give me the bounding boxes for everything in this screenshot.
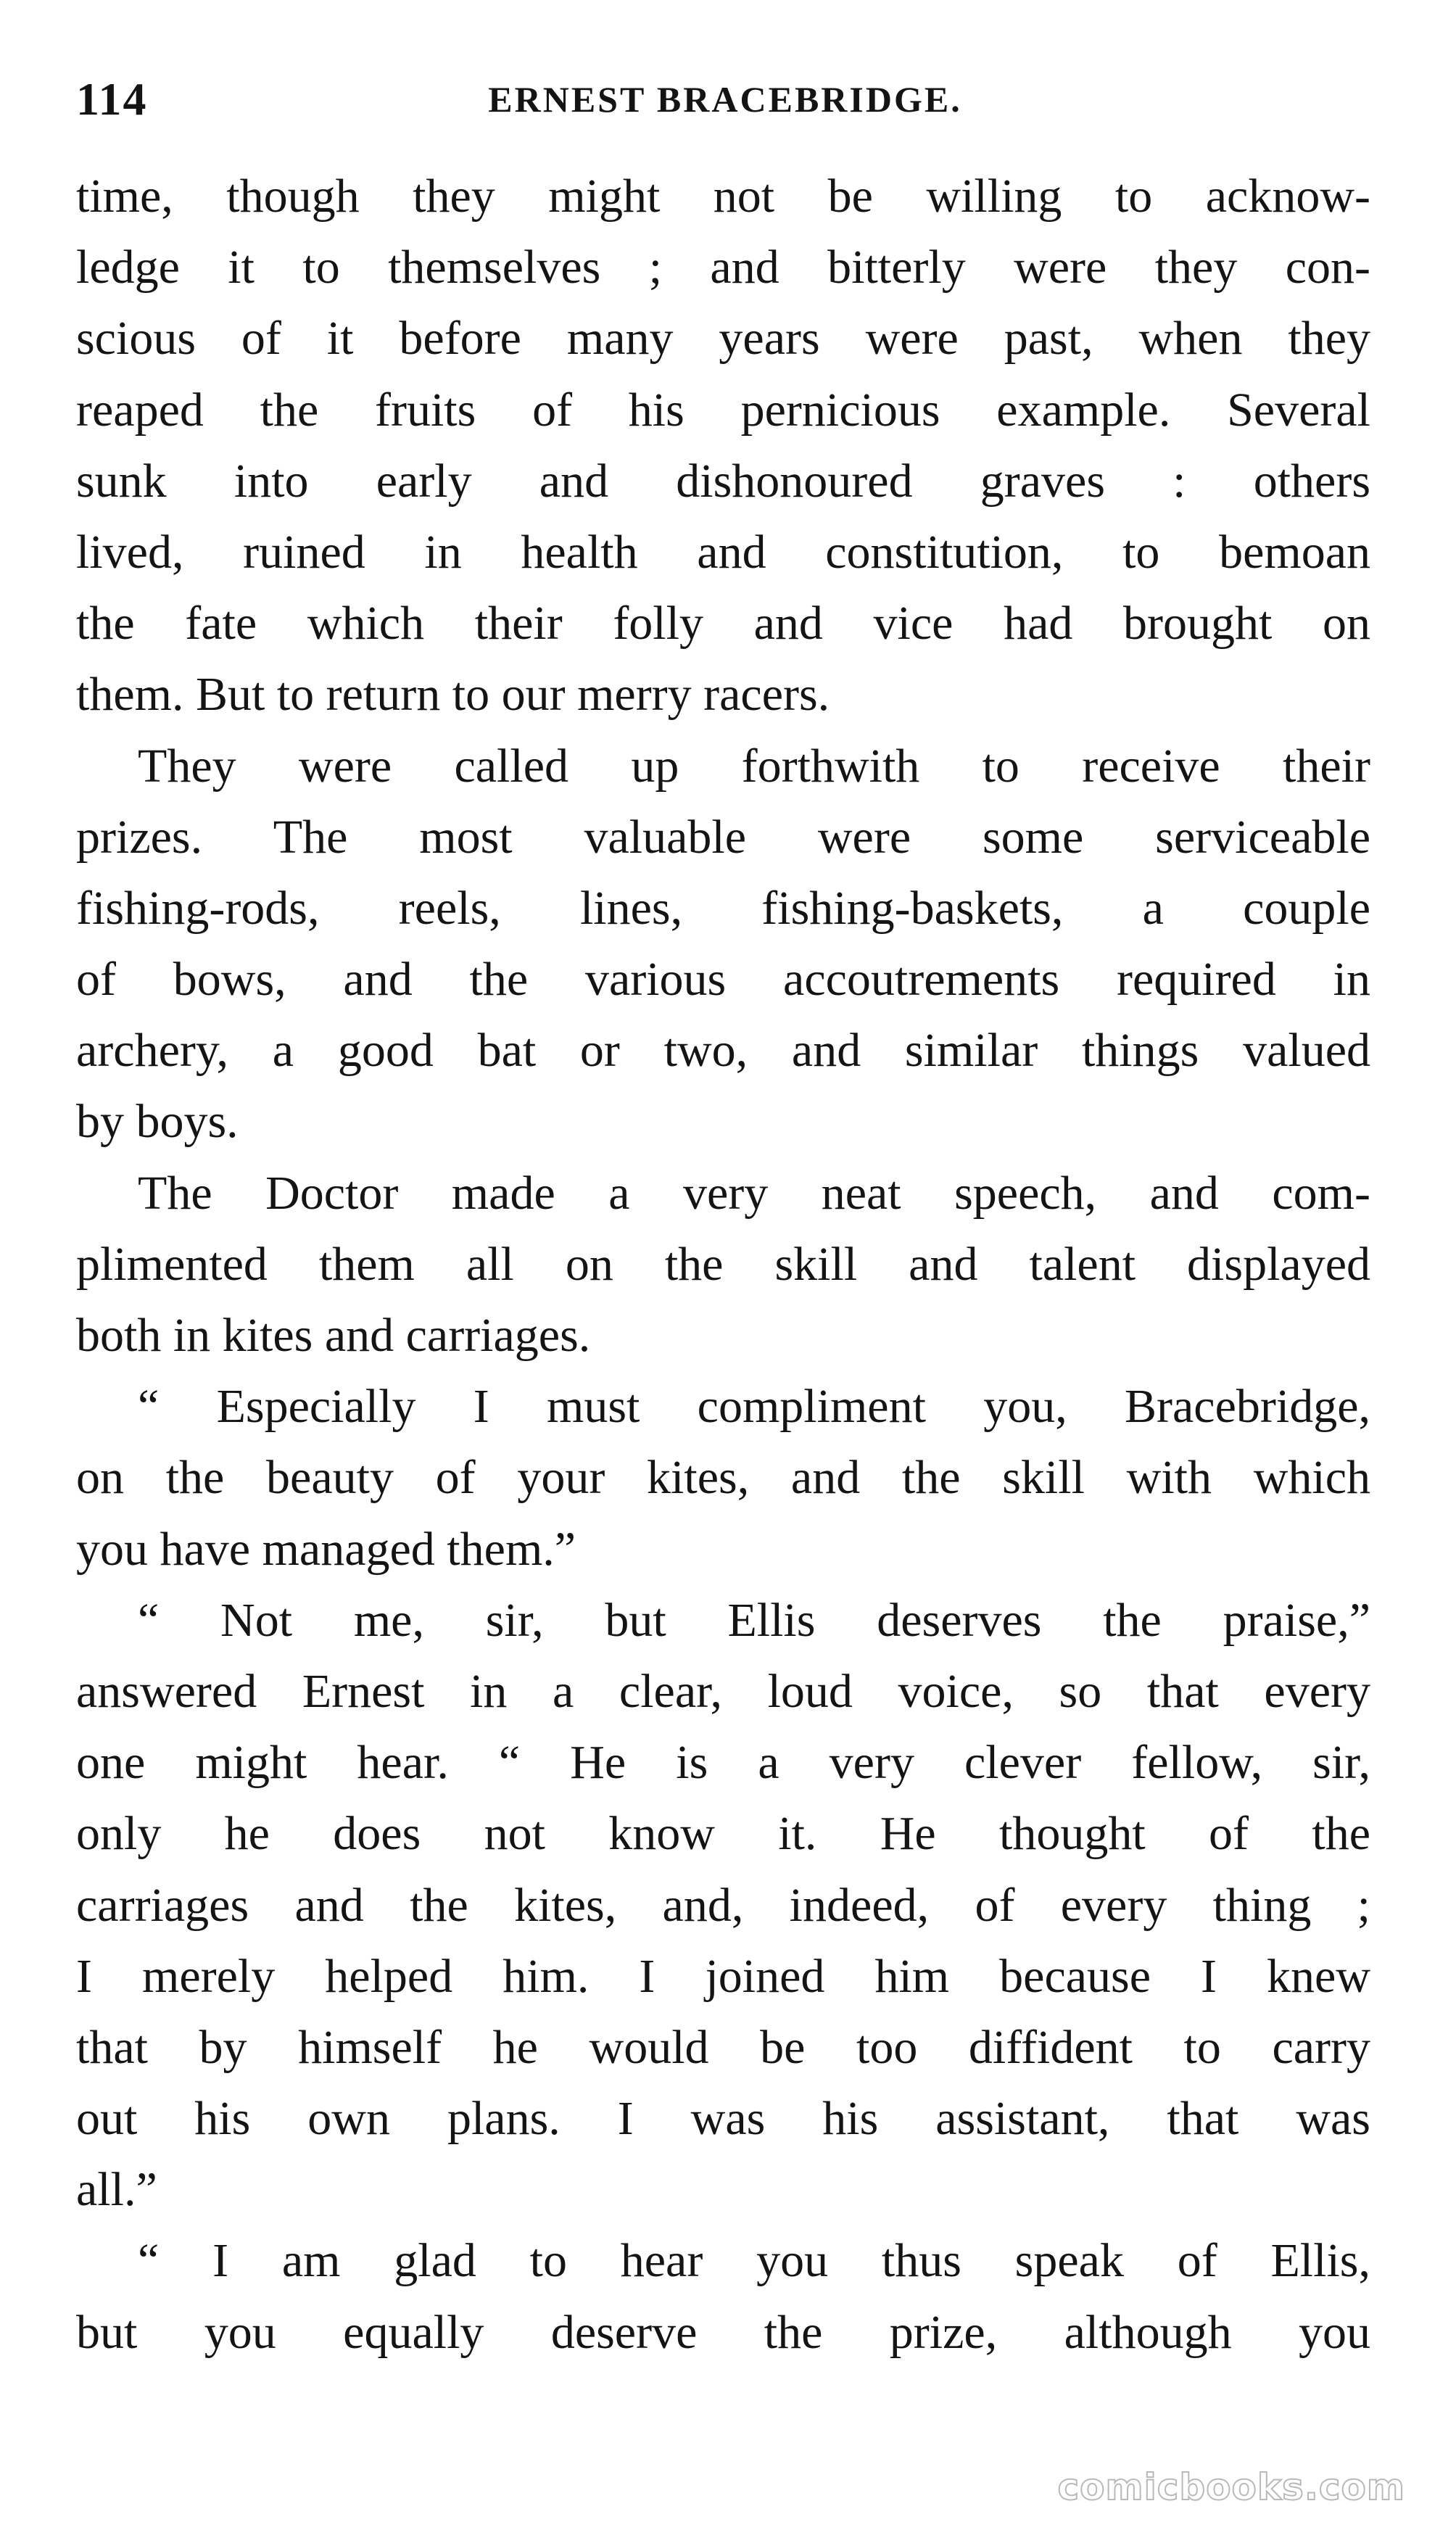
text-line: fishing-rods, reels, lines, fishing-baskets, a couple xyxy=(76,881,1370,935)
running-head xyxy=(76,67,1374,132)
running-title: ERNEST BRACEBRIDGE. xyxy=(488,79,962,120)
text-line: ledge it to themselves ; and bitterly were they con- xyxy=(76,241,1370,294)
text-line: sunk into early and dishonoured graves : others xyxy=(76,454,1370,508)
text-line: the fate which their folly and vice had brought on xyxy=(76,597,1370,650)
text-line: by boys. xyxy=(76,1095,239,1149)
text-line: prizes. The most valuable were some serviceable xyxy=(76,810,1370,864)
text-line: only he does not know it. He thought of the xyxy=(76,1807,1370,1861)
text-line: answered Ernest in a clear, loud voice, so that every xyxy=(76,1664,1370,1718)
text-line: reaped the fruits of his pernicious example. Several xyxy=(76,383,1370,437)
text-line: on the beauty of your kites, and the skill with which xyxy=(76,1451,1370,1505)
text-line: one might hear. “ He is a very clever fellow, sir, xyxy=(76,1736,1370,1790)
text-line: time, though they might not be willing to acknow- xyxy=(76,170,1370,223)
text-line: The Doctor made a very neat speech, and com- xyxy=(138,1166,1370,1220)
text-line: them. But to return to our merry racers. xyxy=(76,668,830,722)
text-line: They were called up forthwith to receive their xyxy=(138,739,1370,793)
text-line: scious of it before many years were past, when they xyxy=(76,312,1370,365)
watermark: comicbooks.com xyxy=(1057,2466,1405,2508)
text-line: “ Not me, sir, but Ellis deserves the praise,” xyxy=(138,1593,1370,1647)
text-line: out his own plans. I was his assistant, that was xyxy=(76,2092,1370,2146)
text-line: all.” xyxy=(76,2163,157,2217)
text-line: archery, a good bat or two, and similar things valued xyxy=(76,1024,1370,1078)
text-line: both in kites and carriages. xyxy=(76,1309,591,1362)
text-line: plimented them all on the skill and talent displayed xyxy=(76,1237,1370,1291)
text-line: of bows, and the various accoutrements required in xyxy=(76,953,1370,1006)
body-text xyxy=(76,161,1370,2368)
text-line: but you equally deserve the prize, although you xyxy=(76,2305,1370,2359)
text-line: I merely helped him. I joined him because I knew xyxy=(76,1949,1370,2003)
text-line: lived, ruined in health and constitution, to bemoan xyxy=(76,525,1370,579)
text-line: “ I am glad to hear you thus speak of Ellis, xyxy=(138,2234,1370,2288)
text-line: you have managed them.” xyxy=(76,1522,576,1576)
text-line: that by himself he would be too diffident to carry xyxy=(76,2020,1370,2074)
page-number: 114 xyxy=(76,73,148,125)
text-line: carriages and the kites, and, indeed, of every thing ; xyxy=(76,1878,1370,1932)
text-line: “ Especially I must compliment you, Bracebridge, xyxy=(138,1380,1370,1434)
